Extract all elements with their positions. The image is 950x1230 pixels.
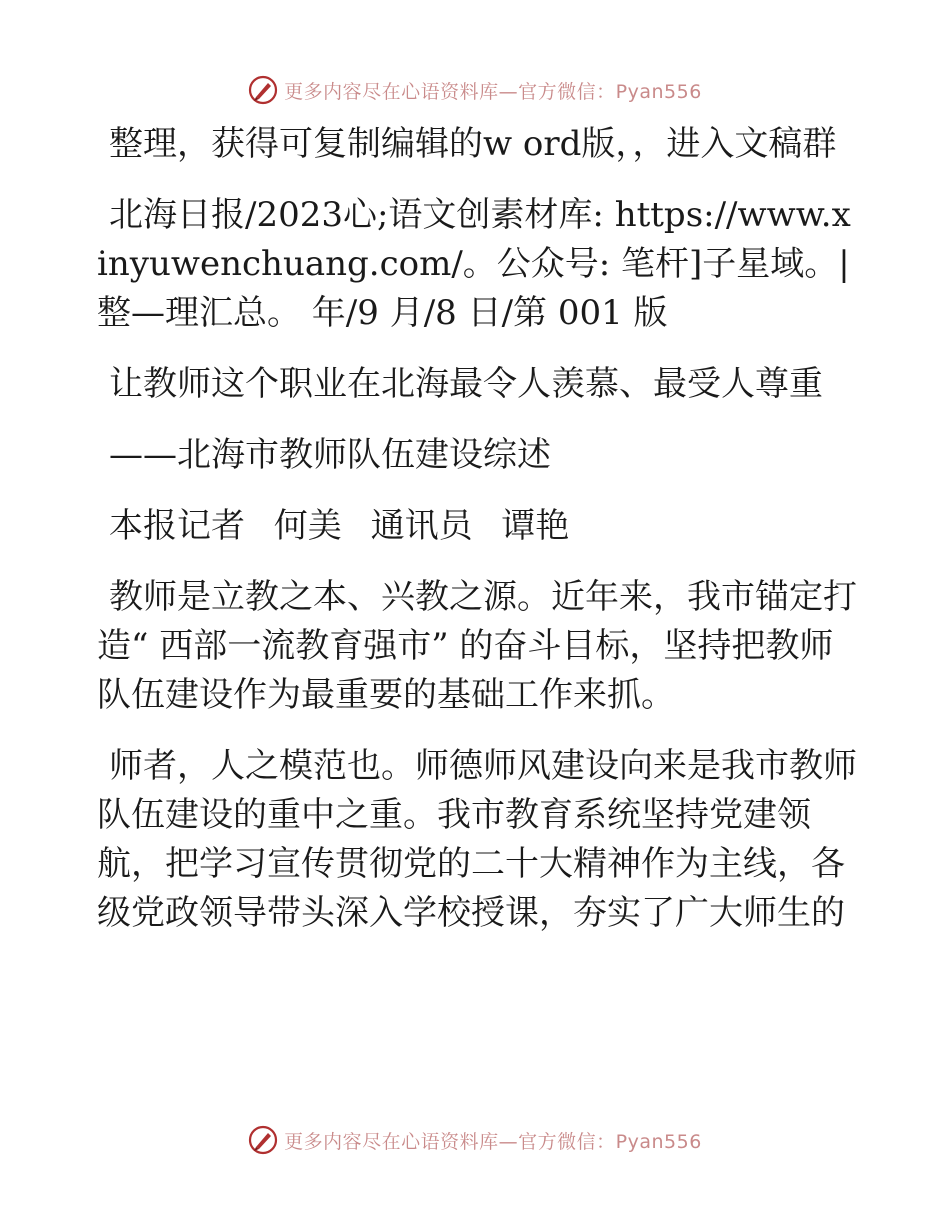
- header-watermark-banner: [0, 70, 950, 110]
- body-paragraph-1: 教师是立教之本、兴教之源。近年来，我市锚定打造“ 西部一流教育强市” 的奋斗目标，坚持把教师队伍建设作为最重要的基础工作来抓。: [97, 577, 857, 715]
- footer-watermark-text: 更多内容尽在心语资料库—官方微信：Pyan556: [284, 1130, 702, 1153]
- article-byline: 本报记者 何美 通讯员 谭艳: [109, 506, 570, 546]
- header-watermark-text: 更多内容尽在心语资料库—官方微信：Pyan556: [284, 80, 702, 103]
- body-paragraph-2: 师者，人之模范也。师德师风建设向来是我市教师队伍建设的重中之重。我市教育系统坚持党建领航，把学习宣传贯彻党的二十大精神作为主线，各级党政领导带头深入学校授课，夯实了广大师生的: [97, 746, 857, 933]
- article-subtitle: ——北海市教师队伍建设综述: [109, 435, 551, 475]
- article-title: 让教师这个职业在北海最令人羡慕、最受人尊重: [109, 364, 823, 404]
- source-paragraph: 北海日报/2023心;语文创素材库: https://www.xinyuwenchuang.com/。公众号: 笔杆]子星域。|整—理汇总。 年/9 月/8 日/第 001 版: [97, 195, 851, 333]
- footer-watermark-banner: [0, 1120, 950, 1160]
- document-body: [97, 120, 857, 960]
- pen-logo-icon: [248, 75, 278, 105]
- pen-logo-icon: [248, 1125, 278, 1155]
- intro-paragraph: 整理，获得可复制编辑的w ord版，，进入文稿群: [109, 124, 837, 164]
